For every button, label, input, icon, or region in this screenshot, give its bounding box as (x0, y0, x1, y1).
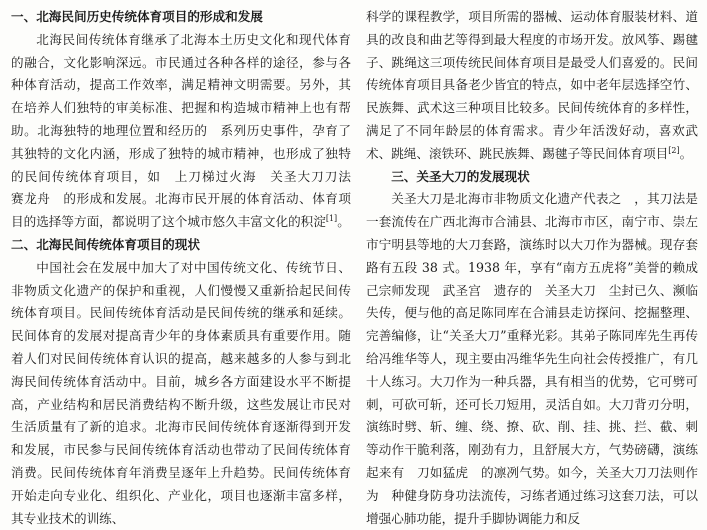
citation-1: [1] (325, 213, 338, 223)
paragraph-2-continued (366, 6, 698, 166)
section-heading-1: 一、北海民间历史传统体育项目的形成和发展 (11, 9, 263, 24)
left-column (11, 6, 364, 530)
paragraph-2-continued-text: 科学的课程教学，项目所需的器械、运动体育服装材料、道具的改良和曲艺等得到最大程度的市场开发。放风筝、踢毽子、跳绳这三项传统民间体育项目是最受人们喜爱的。民间传统体育项目具备老少皆宜的特点，如中老年层选择空竹、民族舞、武术这三种项目比较多。民间传统体育的多样性，满足了不同年龄层的体育需求。青少年活泼好动，喜欢武术、跳绳、滚铁环、跳民族舞、踢毽子等民间体育项目 (366, 9, 698, 161)
section-heading-2: 二、北海民间传统体育项目的现状 (11, 236, 200, 252)
paragraph-1 (11, 29, 364, 234)
citation-2: [2] (668, 145, 680, 155)
paragraph-1-end: 。 (337, 214, 350, 230)
right-column (366, 6, 698, 530)
paragraph-2: 中国社会在发展中加大了对中国传统文化、传统节日、非物质文化遗产的保护和重视，人们慢慢又重新拾起民间传统体育项目。民间传统体育活动是民间传统的继承和延续。民间体育的发展对提高青少年的身体素质具有重要作用。随着人们对民间传统体育认识的提高，越来越多的人参与到北海民间传统体育活动中。目前，城乡各方面建设水平不断提高，产业结构和居民消费结构不断升级，这些发展让市民对生活质量有了新的追求。北海市民间传统体育逐渐得到开发和发展，市民参与民间传统体育活动也带动了民间传统体育消费。民间传统体育年消费呈逐年上升趋势。民间传统体育开始走向专业化、组织化、产业化，项目也逐渐丰富多样，其专业技术的训练、 (11, 259, 351, 526)
paragraph-3: 关圣大刀是北海市非物质文化遗产代表之 ，其刀法是一套流传在广西北海市合浦县、北海市市区，南宁市、崇左市宁明县等地的大刀套路，演练时以大刀作为器械。现存套路有五段 38 式。1938 年，享有“南方五虎将”美誉的赖成己宗师发现 武圣宫 遗存的 关圣大刀 尘封已久、濒临失传，便与他的高足陈同库在合浦县走访探问、挖掘整理、完善编修，让“关圣大刀”重释光彩。其弟子陈同库先生再传给冯维华等人，现主要由冯维华先生向社会传授推广，有几十人练习。大刀作为一种兵器，具有相当的优势，它可劈可刺，可砍可斩，还可长刀短用，灵活自如。大刀背刃分明，演练时劈、斩、缠、绕、撩、砍、削、挂、挑、拦、截、刺等动作干脆利落，刚劲有力，且舒展大方，气势磅礴，演练起来有 刀如猛虎 的凛冽气势。如今，关圣大刀刀法则作为 种健身防身功法流传，习练者通过练习这套刀法，可以增强心肺功能，提升手脚协调能力和反 (366, 191, 698, 526)
section-heading-3: 三、关圣大刀的发展现状 (391, 168, 530, 184)
paragraph-2-continued-end: 。 (679, 145, 693, 161)
paragraph-1-text: 北海民间传统体育继承了北海本土历史文化和现代体育的融合，文化影响深远。市民通过各种各样的途径，参与各种体育活动，提高工作效率，满足精神文明需要。另外，其在培养人们独特的审美标准、把握和构造城市精神上也有帮助。北海独特的地理位置和经历的 系列历史事件，孕育了其独特的文化内涵，形成了独特的城市精神，也形成了独特的民间传统体育项目，如 上刀梯过火海 关圣大刀刀法 赛龙舟 的形成和发展。北海市民开展的体育活动、体育项目的选择等方面，都说明了这个城市悠久丰富文化的积淀 (11, 31, 364, 230)
